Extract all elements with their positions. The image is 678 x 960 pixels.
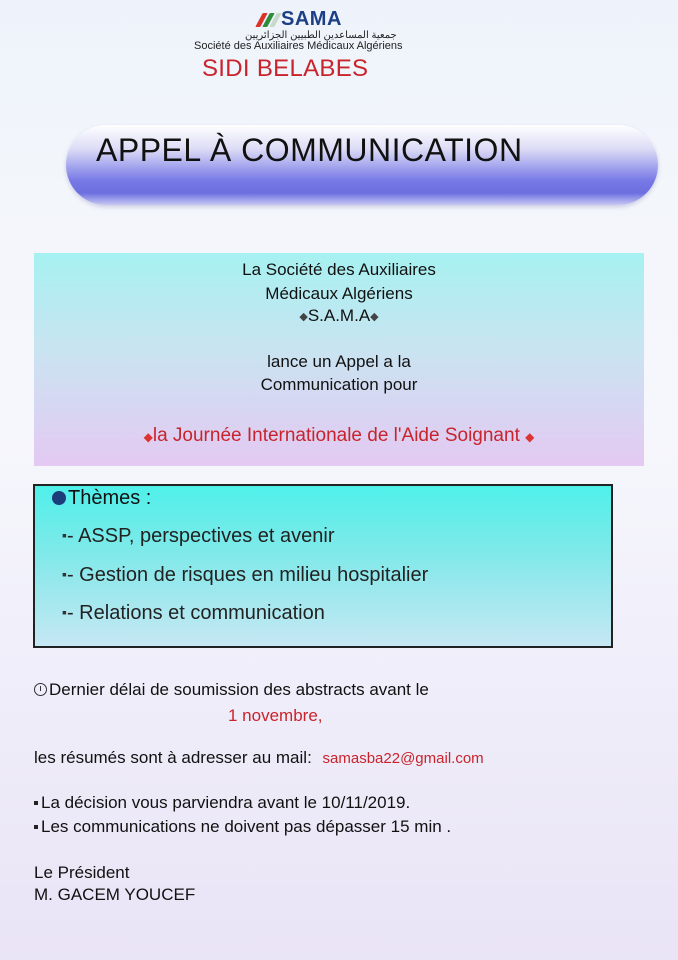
square-bullet-icon: ▪ [62, 566, 67, 582]
sama-logo [255, 8, 342, 30]
theme-item-label: - Relations et communication [66, 602, 325, 624]
theme-item [62, 525, 335, 548]
theme-item-label: - ASSP, perspectives et avenir [66, 525, 335, 547]
bullet-icon [34, 825, 38, 829]
bullet-icon [34, 801, 38, 805]
event-name: la Journée Internationale de l'Aide Soignant [152, 425, 520, 446]
square-bullet-icon: ▪ [62, 527, 67, 543]
diamond-icon: ◆ [299, 311, 308, 324]
event-row [34, 425, 644, 447]
diamond-icon: ◆ [370, 311, 379, 324]
theme-item [62, 564, 428, 587]
deadline-row [34, 680, 429, 700]
red-diamond-icon: ◆ [525, 430, 535, 444]
themes-heading-row [52, 487, 151, 510]
intro-line-2: Médicaux Algériens [265, 284, 413, 303]
logo-stripes-icon [255, 10, 283, 28]
intro-line-3: lance un Appel a la [267, 352, 411, 371]
mail-row [34, 748, 484, 768]
clock-icon [34, 683, 47, 696]
city-name: SIDI BELABES [202, 55, 369, 82]
deadline-date: 1 novembre, [228, 706, 323, 725]
duration-row [34, 817, 451, 837]
bullet-dot-icon [52, 491, 66, 505]
duration-text: Les communications ne doivent pas dépasser 15 min . [41, 817, 452, 836]
society-name: Société des Auxiliaires Médicaux Algériens [194, 40, 403, 52]
deadline-text: Dernier délai de soumission des abstracts avant le [49, 680, 429, 699]
signature-name: M. GACEM YOUCEF [34, 885, 196, 904]
intro-acronym-row [34, 306, 644, 326]
arabic-society-name: جمعية المساعدين الطبيين الجزائريين [245, 30, 397, 41]
theme-item-label: - Gestion de risques en milieu hospitalier [66, 564, 429, 586]
intro-line-4: Communication pour [260, 375, 418, 394]
intro-acronym: S.A.M.A [307, 306, 371, 325]
decision-text: La décision vous parviendra avant le 10/11/2019. [41, 793, 411, 812]
theme-item [62, 602, 325, 625]
signature-role: Le Président [34, 863, 130, 882]
red-diamond-icon: ◆ [143, 430, 153, 444]
logo-text: SAMA [281, 7, 342, 30]
decision-row [34, 793, 410, 813]
mail-text: les résumés sont à adresser au mail: [34, 748, 312, 767]
contact-email[interactable]: samasba22@gmail.com [322, 750, 484, 767]
square-bullet-icon: ▪ [62, 604, 67, 620]
page-title: APPEL À COMMUNICATION [96, 132, 523, 168]
intro-line-1: La Société des Auxiliaires [242, 260, 436, 279]
themes-heading: Thèmes : [68, 487, 152, 509]
